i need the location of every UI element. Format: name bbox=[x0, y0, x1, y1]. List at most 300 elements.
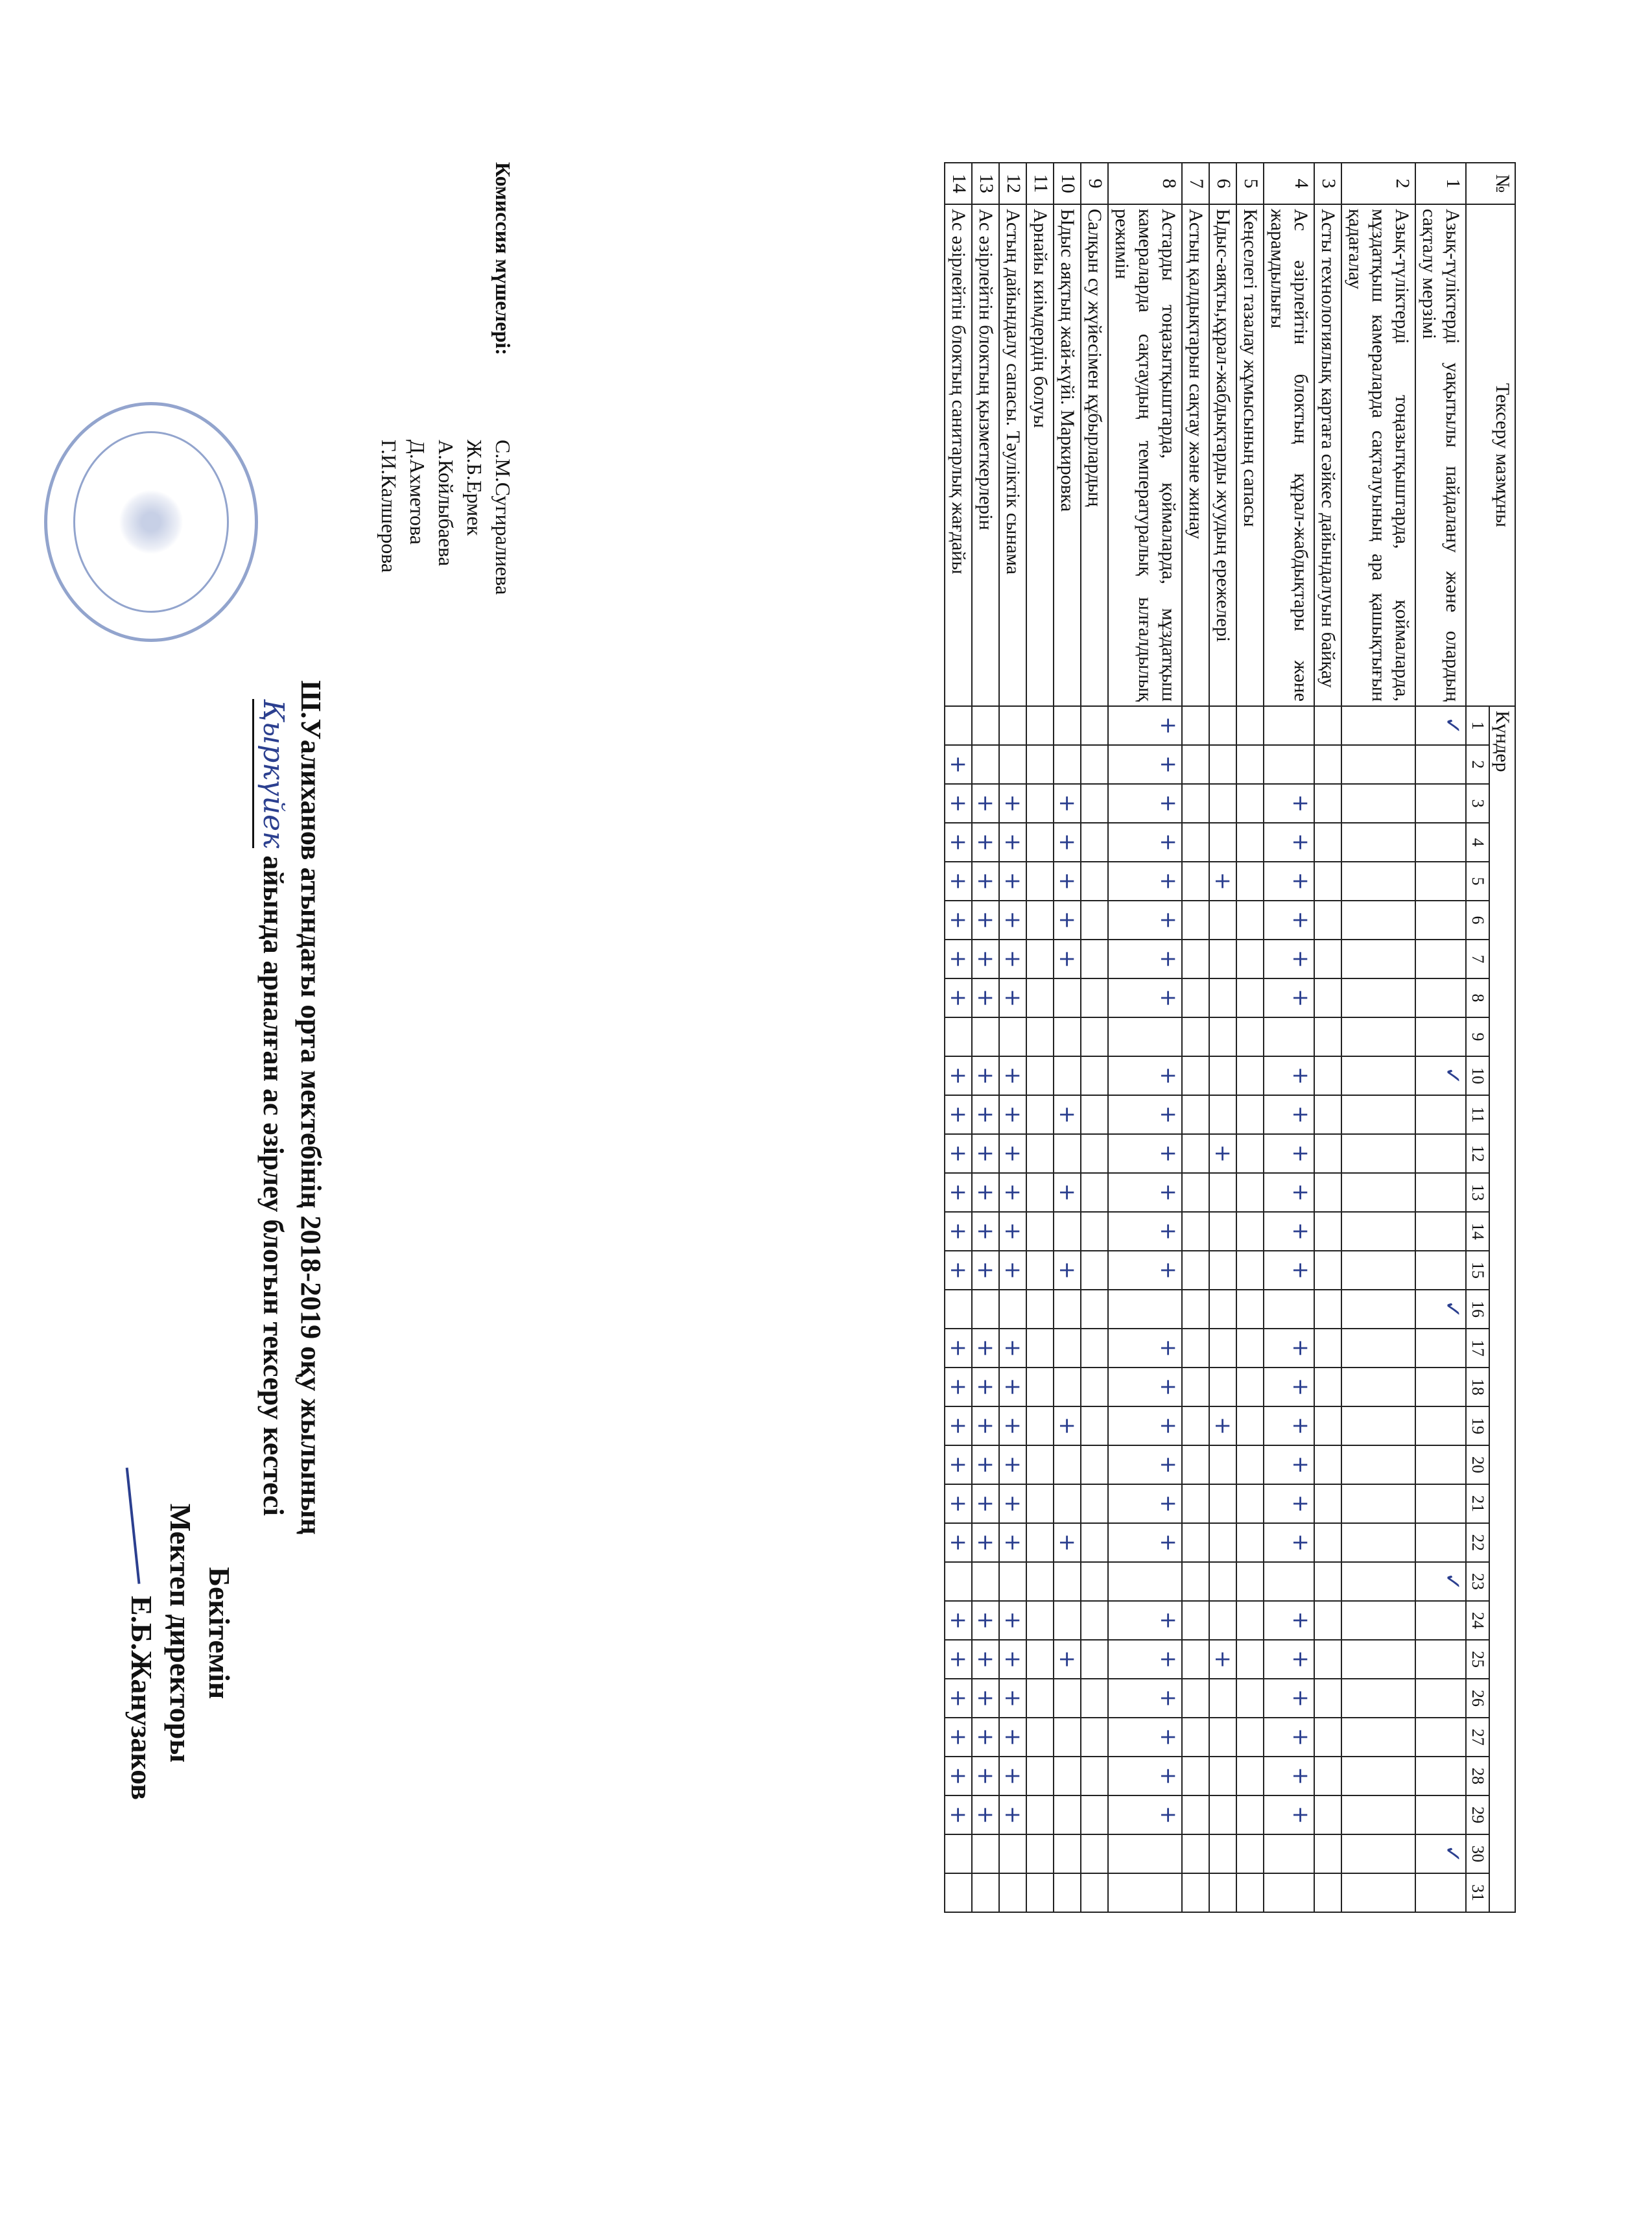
day-mark: + bbox=[999, 1795, 1026, 1834]
day-mark bbox=[1209, 1095, 1236, 1134]
day-mark bbox=[1081, 1290, 1108, 1329]
day-mark bbox=[1081, 1757, 1108, 1795]
day-mark bbox=[1182, 1718, 1209, 1757]
row-content: Ас әзірлейтін блоктың қызметкерлерін bbox=[972, 204, 999, 706]
day-mark bbox=[1209, 1679, 1236, 1718]
day-mark: + bbox=[999, 978, 1026, 1017]
col-no-header: № bbox=[1466, 163, 1515, 204]
day-mark bbox=[1054, 1134, 1081, 1173]
day-mark bbox=[1054, 1795, 1081, 1834]
day-mark: + bbox=[1108, 1718, 1182, 1757]
day-header: 14 bbox=[1466, 1212, 1489, 1251]
commission-member: Д.Ахметова bbox=[406, 440, 429, 545]
day-mark bbox=[1081, 1834, 1108, 1873]
day-mark bbox=[1182, 1757, 1209, 1795]
day-mark bbox=[1026, 745, 1054, 784]
day-mark bbox=[1415, 784, 1466, 823]
day-mark bbox=[1314, 1834, 1341, 1873]
day-mark bbox=[1236, 1173, 1264, 1212]
row-content: Арнайы киімдердің болуы bbox=[1026, 204, 1054, 706]
day-mark bbox=[1054, 1212, 1081, 1251]
day-header: 18 bbox=[1466, 1368, 1489, 1406]
day-mark bbox=[1182, 1484, 1209, 1523]
day-mark: + bbox=[1108, 862, 1182, 901]
day-mark bbox=[1054, 706, 1081, 745]
table-row bbox=[1341, 163, 1415, 1912]
day-mark bbox=[945, 1834, 972, 1873]
day-mark bbox=[1341, 1251, 1415, 1290]
day-mark: + bbox=[999, 901, 1026, 940]
day-mark: + bbox=[999, 1484, 1026, 1523]
day-mark: + bbox=[972, 1406, 999, 1445]
day-mark bbox=[1415, 1679, 1466, 1718]
day-mark bbox=[1341, 1718, 1415, 1757]
row-content: Ыдыс аяқтың жай-күйі. Маркировка bbox=[1054, 204, 1081, 706]
day-mark bbox=[1054, 1757, 1081, 1795]
day-mark: + bbox=[1264, 1251, 1314, 1290]
day-header: 17 bbox=[1466, 1329, 1489, 1368]
day-mark: + bbox=[945, 1795, 972, 1834]
row-content: Ас әзірлейтін блоктың құрал-жабдықтары және жарамдылығы bbox=[1264, 204, 1314, 706]
day-mark: + bbox=[1108, 1329, 1182, 1368]
day-mark: + bbox=[1264, 1368, 1314, 1406]
day-header: 29 bbox=[1466, 1795, 1489, 1834]
day-mark bbox=[1415, 1445, 1466, 1484]
day-mark bbox=[1209, 745, 1236, 784]
day-mark: + bbox=[1054, 1640, 1081, 1679]
title-line-1: Ш.Уалиханов атындағы орта мектебінің 2018-2019 оқу жылының bbox=[295, 680, 327, 1535]
day-mark bbox=[1341, 1445, 1415, 1484]
day-mark bbox=[1108, 1834, 1182, 1873]
day-mark bbox=[1182, 1640, 1209, 1679]
day-mark bbox=[1314, 1056, 1341, 1095]
day-mark: + bbox=[972, 1601, 999, 1640]
table-row bbox=[945, 163, 972, 1912]
table-row bbox=[999, 163, 1026, 1912]
day-mark bbox=[1054, 1718, 1081, 1757]
day-mark bbox=[1026, 1834, 1054, 1873]
day-mark bbox=[1182, 1368, 1209, 1406]
day-mark bbox=[972, 1834, 999, 1873]
day-mark: + bbox=[1108, 1484, 1182, 1523]
day-header: 7 bbox=[1466, 940, 1489, 978]
commission-member: А.Койлыбаева bbox=[434, 440, 458, 567]
day-mark bbox=[1026, 1212, 1054, 1251]
day-mark: + bbox=[999, 1095, 1026, 1134]
day-mark: + bbox=[1264, 823, 1314, 862]
day-mark bbox=[1236, 1017, 1264, 1056]
day-header: 12 bbox=[1466, 1134, 1489, 1173]
day-mark bbox=[1415, 1484, 1466, 1523]
day-mark bbox=[1341, 1329, 1415, 1368]
day-mark bbox=[1314, 1484, 1341, 1523]
day-mark bbox=[1054, 1873, 1081, 1912]
day-mark bbox=[1081, 1368, 1108, 1406]
day-mark bbox=[1341, 1757, 1415, 1795]
row-number: 11 bbox=[1026, 163, 1054, 204]
day-mark bbox=[1314, 1640, 1341, 1679]
day-mark bbox=[1182, 862, 1209, 901]
day-mark bbox=[972, 1562, 999, 1601]
day-mark: + bbox=[972, 1679, 999, 1718]
row-number: 4 bbox=[1264, 163, 1314, 204]
day-mark bbox=[1236, 1679, 1264, 1718]
day-mark bbox=[999, 1562, 1026, 1601]
day-mark bbox=[1314, 1718, 1341, 1757]
day-mark bbox=[1081, 1484, 1108, 1523]
day-mark bbox=[1236, 1134, 1264, 1173]
day-mark bbox=[972, 1290, 999, 1329]
day-mark: + bbox=[999, 1445, 1026, 1484]
day-mark: + bbox=[1264, 1445, 1314, 1484]
day-mark bbox=[1054, 978, 1081, 1017]
day-header: 27 bbox=[1466, 1718, 1489, 1757]
day-mark bbox=[1415, 1251, 1466, 1290]
day-mark: + bbox=[1054, 823, 1081, 862]
day-mark: + bbox=[1209, 862, 1236, 901]
day-mark bbox=[1415, 1368, 1466, 1406]
day-header: 25 bbox=[1466, 1640, 1489, 1679]
day-mark bbox=[1081, 940, 1108, 978]
approve-label: Бекітемін bbox=[203, 1567, 236, 1700]
day-mark bbox=[1314, 1212, 1341, 1251]
day-mark bbox=[1026, 862, 1054, 901]
day-mark bbox=[1314, 862, 1341, 901]
day-mark: + bbox=[1108, 1445, 1182, 1484]
day-mark: + bbox=[1108, 1212, 1182, 1251]
day-header: 24 bbox=[1466, 1601, 1489, 1640]
day-mark bbox=[1026, 901, 1054, 940]
day-mark bbox=[1182, 978, 1209, 1017]
day-mark bbox=[1026, 1757, 1054, 1795]
table-row bbox=[1209, 163, 1236, 1912]
day-mark bbox=[1236, 1056, 1264, 1095]
day-header: 28 bbox=[1466, 1757, 1489, 1795]
day-mark bbox=[1182, 1251, 1209, 1290]
day-mark bbox=[1081, 1329, 1108, 1368]
day-mark bbox=[1314, 1290, 1341, 1329]
day-mark bbox=[1054, 1484, 1081, 1523]
table-row bbox=[1236, 163, 1264, 1912]
day-mark bbox=[1236, 901, 1264, 940]
day-mark: + bbox=[945, 823, 972, 862]
day-mark bbox=[1341, 1017, 1415, 1056]
day-mark bbox=[1236, 940, 1264, 978]
row-content: Ас әзірлейтін блоктың санитарлық жағдайы bbox=[945, 204, 972, 706]
director-name: Е.Б.Жанузаков bbox=[125, 1595, 158, 1800]
day-mark: + bbox=[945, 1484, 972, 1523]
day-mark bbox=[1341, 1562, 1415, 1601]
day-mark bbox=[1314, 1523, 1341, 1562]
day-mark: + bbox=[1108, 1056, 1182, 1095]
day-mark bbox=[1314, 1873, 1341, 1912]
day-mark: + bbox=[999, 1329, 1026, 1368]
day-mark: + bbox=[1264, 1212, 1314, 1251]
day-mark bbox=[1236, 1834, 1264, 1873]
day-mark bbox=[1264, 706, 1314, 745]
day-mark bbox=[1314, 1017, 1341, 1056]
day-mark bbox=[1314, 1757, 1341, 1795]
day-mark: + bbox=[945, 1173, 972, 1212]
day-mark bbox=[1182, 1212, 1209, 1251]
day-mark bbox=[1081, 1718, 1108, 1757]
day-mark bbox=[1026, 1523, 1054, 1562]
day-mark bbox=[1026, 1368, 1054, 1406]
day-mark: + bbox=[1108, 1406, 1182, 1445]
day-mark: + bbox=[945, 1718, 972, 1757]
day-mark bbox=[1209, 1873, 1236, 1912]
day-mark bbox=[1415, 1212, 1466, 1251]
day-mark bbox=[1264, 745, 1314, 784]
day-mark bbox=[1182, 1173, 1209, 1212]
day-mark bbox=[1236, 784, 1264, 823]
day-mark: + bbox=[999, 1601, 1026, 1640]
day-mark: + bbox=[945, 745, 972, 784]
day-mark bbox=[999, 1290, 1026, 1329]
day-mark bbox=[1182, 1834, 1209, 1873]
day-mark bbox=[1026, 1562, 1054, 1601]
day-mark bbox=[1314, 1173, 1341, 1212]
day-mark bbox=[1341, 1406, 1415, 1445]
row-content: Астарды тоңазытқыштарда, қоймаларда, мұздатқыш камераларда сақтаудың температуралық ылғалдылық режимін bbox=[1108, 204, 1182, 706]
day-mark bbox=[1026, 1329, 1054, 1368]
table-row bbox=[1264, 163, 1314, 1912]
day-mark bbox=[1081, 901, 1108, 940]
row-number: 5 bbox=[1236, 163, 1264, 204]
day-mark bbox=[1341, 862, 1415, 901]
day-mark bbox=[1081, 1017, 1108, 1056]
month-handwritten: Қыркүйек bbox=[252, 699, 292, 848]
day-mark bbox=[1081, 1795, 1108, 1834]
day-mark bbox=[1209, 1562, 1236, 1601]
row-content: Астың дайындалу сапасы. Тәуліктік сынама bbox=[999, 204, 1026, 706]
row-content: Асты технологиялық картаға сәйкес дайындалуын байқау bbox=[1314, 204, 1341, 706]
director-signature bbox=[126, 1465, 167, 1584]
day-mark bbox=[1314, 706, 1341, 745]
row-number: 12 bbox=[999, 163, 1026, 204]
day-mark: + bbox=[945, 1640, 972, 1679]
day-mark bbox=[1341, 901, 1415, 940]
day-mark bbox=[1026, 706, 1054, 745]
day-mark bbox=[1236, 1329, 1264, 1368]
day-mark bbox=[1236, 1873, 1264, 1912]
day-mark: + bbox=[999, 940, 1026, 978]
day-mark bbox=[1415, 1329, 1466, 1368]
day-mark bbox=[1182, 1017, 1209, 1056]
day-mark bbox=[1081, 1406, 1108, 1445]
day-mark bbox=[1314, 1795, 1341, 1834]
day-mark: + bbox=[972, 1329, 999, 1368]
day-mark bbox=[1054, 1679, 1081, 1718]
day-header: 3 bbox=[1466, 784, 1489, 823]
day-mark bbox=[1182, 1679, 1209, 1718]
day-mark: + bbox=[1264, 1173, 1314, 1212]
day-mark bbox=[1209, 1718, 1236, 1757]
row-content: Астың қалдықтарын сақтау және жинау bbox=[1182, 204, 1209, 706]
commission-member: Ж.Б.Ермек bbox=[463, 440, 486, 536]
day-mark bbox=[1108, 1290, 1182, 1329]
day-mark bbox=[1236, 1718, 1264, 1757]
day-mark: + bbox=[1264, 978, 1314, 1017]
day-mark bbox=[945, 706, 972, 745]
day-mark bbox=[1236, 1601, 1264, 1640]
day-mark bbox=[1081, 1523, 1108, 1562]
day-mark: + bbox=[945, 1757, 972, 1795]
day-header: 9 bbox=[1466, 1017, 1489, 1056]
day-header: 23 bbox=[1466, 1562, 1489, 1601]
day-mark bbox=[1081, 1601, 1108, 1640]
day-mark: + bbox=[1108, 784, 1182, 823]
day-mark bbox=[1209, 1757, 1236, 1795]
day-mark bbox=[1341, 978, 1415, 1017]
day-mark: + bbox=[972, 862, 999, 901]
day-header: 4 bbox=[1466, 823, 1489, 862]
day-mark: + bbox=[1108, 1134, 1182, 1173]
day-mark bbox=[1341, 823, 1415, 862]
day-mark bbox=[1415, 1134, 1466, 1173]
day-mark: + bbox=[972, 823, 999, 862]
day-mark bbox=[999, 1834, 1026, 1873]
day-mark bbox=[1054, 1056, 1081, 1095]
day-mark bbox=[1415, 901, 1466, 940]
day-mark bbox=[1054, 1290, 1081, 1329]
day-mark: + bbox=[1264, 1095, 1314, 1134]
row-number: 7 bbox=[1182, 163, 1209, 204]
day-mark: + bbox=[1264, 901, 1314, 940]
day-mark bbox=[1236, 1757, 1264, 1795]
row-content: Кеңселегі тазалау жұмысының сапасы bbox=[1236, 204, 1264, 706]
commission-label: Комиссия мүшелері: bbox=[491, 162, 515, 355]
day-mark bbox=[999, 1873, 1026, 1912]
day-mark bbox=[999, 745, 1026, 784]
day-mark: + bbox=[945, 1134, 972, 1173]
day-mark: + bbox=[1264, 1640, 1314, 1679]
day-mark bbox=[1182, 823, 1209, 862]
day-mark bbox=[1341, 706, 1415, 745]
day-mark bbox=[1264, 1290, 1314, 1329]
day-mark bbox=[1026, 1484, 1054, 1523]
day-mark: + bbox=[1108, 901, 1182, 940]
day-mark bbox=[1264, 1017, 1314, 1056]
day-mark bbox=[1415, 1523, 1466, 1562]
day-mark bbox=[1415, 862, 1466, 901]
day-mark bbox=[1236, 1562, 1264, 1601]
day-mark bbox=[1054, 1017, 1081, 1056]
day-mark: + bbox=[1054, 862, 1081, 901]
day-mark bbox=[1026, 823, 1054, 862]
day-mark bbox=[1182, 1406, 1209, 1445]
day-mark bbox=[1026, 978, 1054, 1017]
day-mark bbox=[1314, 1095, 1341, 1134]
day-mark bbox=[1081, 745, 1108, 784]
day-header: 2 bbox=[1466, 745, 1489, 784]
day-mark: + bbox=[1108, 1757, 1182, 1795]
day-mark bbox=[1236, 823, 1264, 862]
day-mark bbox=[1341, 1056, 1415, 1095]
day-mark: + bbox=[972, 1523, 999, 1562]
day-mark bbox=[1026, 1718, 1054, 1757]
day-mark bbox=[1314, 1562, 1341, 1601]
day-mark bbox=[1026, 1173, 1054, 1212]
day-mark bbox=[1209, 1368, 1236, 1406]
day-mark bbox=[1314, 784, 1341, 823]
day-mark bbox=[1415, 1640, 1466, 1679]
day-mark bbox=[1209, 1056, 1236, 1095]
day-mark: + bbox=[999, 1718, 1026, 1757]
day-mark bbox=[1081, 978, 1108, 1017]
day-mark bbox=[1415, 1406, 1466, 1445]
day-mark bbox=[1314, 1679, 1341, 1718]
day-mark: + bbox=[1209, 1134, 1236, 1173]
table-row bbox=[1054, 163, 1081, 1912]
col-days-header: Күндер bbox=[1489, 706, 1515, 1912]
day-mark bbox=[1264, 1873, 1314, 1912]
day-mark: + bbox=[999, 823, 1026, 862]
school-stamp bbox=[44, 402, 258, 642]
day-mark bbox=[1026, 1406, 1054, 1445]
row-number: 10 bbox=[1054, 163, 1081, 204]
day-mark bbox=[1026, 1290, 1054, 1329]
day-mark bbox=[972, 1873, 999, 1912]
day-mark bbox=[1415, 940, 1466, 978]
day-mark: + bbox=[1264, 1795, 1314, 1834]
day-mark: + bbox=[1264, 1056, 1314, 1095]
day-mark bbox=[1182, 1795, 1209, 1834]
day-mark bbox=[1054, 1601, 1081, 1640]
day-mark bbox=[1081, 1095, 1108, 1134]
day-mark bbox=[972, 1017, 999, 1056]
day-header: 10 bbox=[1466, 1056, 1489, 1095]
day-mark bbox=[1026, 1017, 1054, 1056]
day-mark: + bbox=[1108, 1679, 1182, 1718]
day-mark bbox=[1081, 784, 1108, 823]
day-mark: + bbox=[945, 1679, 972, 1718]
day-mark: + bbox=[999, 1640, 1026, 1679]
day-header: 16 bbox=[1466, 1290, 1489, 1329]
day-mark: + bbox=[1108, 1095, 1182, 1134]
day-mark: + bbox=[1108, 1640, 1182, 1679]
day-mark bbox=[1236, 862, 1264, 901]
day-mark: + bbox=[999, 1406, 1026, 1445]
day-mark bbox=[1108, 1562, 1182, 1601]
day-mark bbox=[1314, 940, 1341, 978]
day-header: 13 bbox=[1466, 1173, 1489, 1212]
day-mark: + bbox=[945, 1406, 972, 1445]
day-mark bbox=[1182, 940, 1209, 978]
day-mark: + bbox=[1108, 1368, 1182, 1406]
day-mark: + bbox=[1264, 784, 1314, 823]
day-mark bbox=[1182, 1445, 1209, 1484]
row-number: 9 bbox=[1081, 163, 1108, 204]
day-mark: + bbox=[972, 1795, 999, 1834]
day-mark bbox=[1236, 1484, 1264, 1523]
day-mark bbox=[1209, 1212, 1236, 1251]
day-header: 19 bbox=[1466, 1406, 1489, 1445]
day-mark: + bbox=[972, 940, 999, 978]
day-mark bbox=[1236, 1095, 1264, 1134]
day-mark: ✓ bbox=[1415, 706, 1466, 745]
approval-block bbox=[122, 1466, 239, 1800]
day-mark: + bbox=[999, 1212, 1026, 1251]
day-mark bbox=[1182, 1095, 1209, 1134]
row-number: 3 bbox=[1314, 163, 1341, 204]
day-mark bbox=[1081, 1640, 1108, 1679]
day-mark bbox=[1314, 745, 1341, 784]
day-mark bbox=[1081, 1251, 1108, 1290]
row-number: 1 bbox=[1415, 163, 1466, 204]
day-mark: + bbox=[1264, 1484, 1314, 1523]
day-mark: + bbox=[1264, 940, 1314, 978]
